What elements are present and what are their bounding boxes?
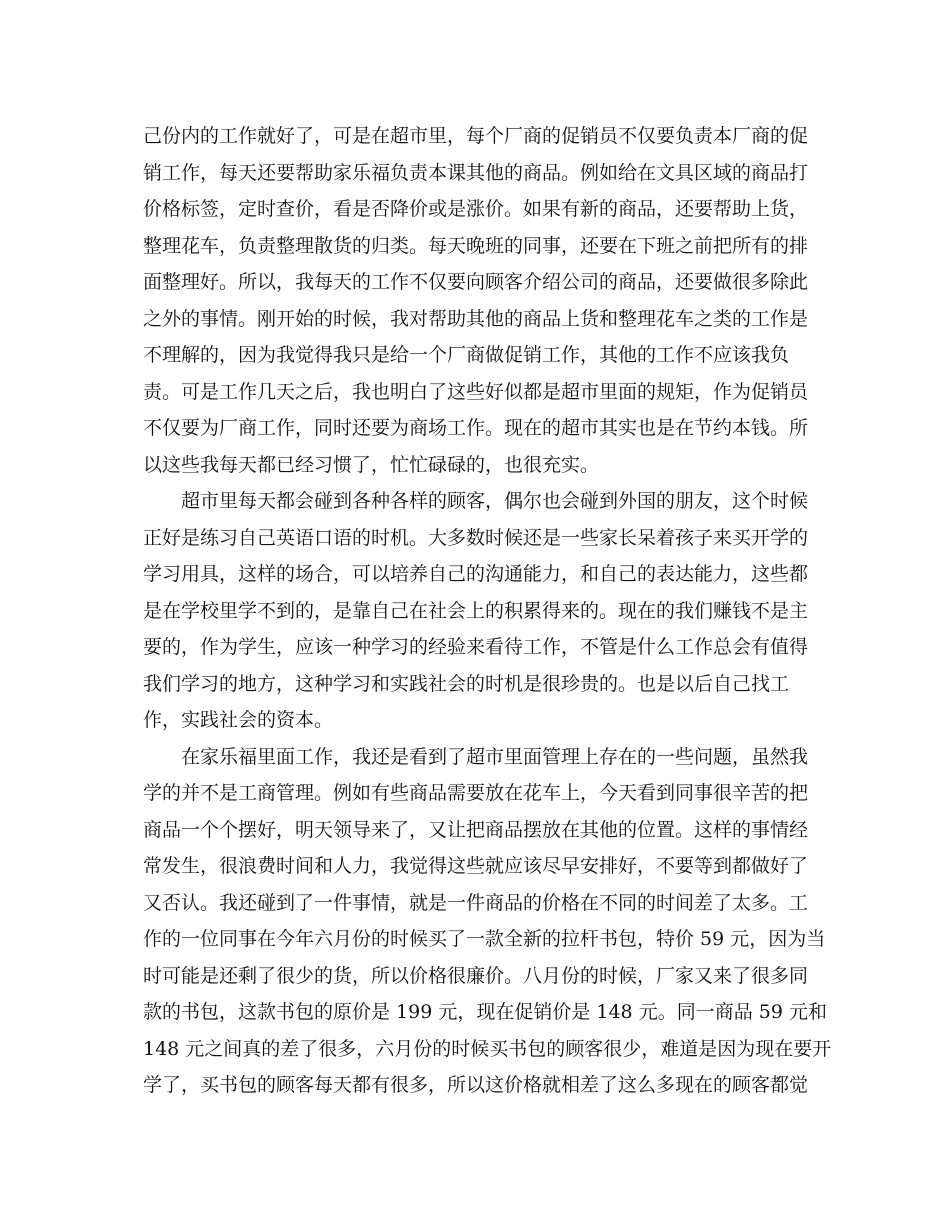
text-line: 以这些我每天都已经习惯了，忙忙碌碌的，也很充实。	[143, 453, 600, 476]
text-line: 我们学习的地方，这种学习和实践社会的时机是很珍贵的。也是以后自己找工	[143, 672, 790, 695]
text-line: 作，实践社会的资本。	[143, 709, 334, 731]
text-line: 价格标签，定时查价，看是否降价或是涨价。如果有新的商品，还要帮助上货，	[143, 198, 809, 220]
text-line: 面整理好。所以，我每天的工作不仅要向顾客介绍公司的商品，还要做很多除此	[143, 271, 809, 293]
text-line: 时可能是还剩了很少的货，所以价格很廉价。八月份的时候，厂家又来了很多同	[143, 964, 809, 987]
text-line: 学的并不是工商管理。例如有些商品需要放在花车上，今天看到同事很辛苦的把	[143, 782, 809, 804]
text-line: 是在学校里学不到的，是靠自己在社会上的积累得来的。现在的我们赚钱不是主	[143, 599, 809, 622]
paragraph	[143, 483, 813, 739]
paragraph	[143, 739, 832, 1104]
text-line: 商品一个个摆好，明天领导来了，又让把商品摆放在其他的位置。这样的事情经	[143, 818, 809, 841]
text-line: 作的一位同事在今年六月份的时候买了一款全新的拉杆书包，特价 59 元，因为当	[143, 928, 826, 950]
text-line: 148 元之间真的差了很多，六月份的时候买书包的顾客很少，难道是因为现在要开	[143, 1037, 832, 1060]
text-line: 又否认。我还碰到了一件事情，就是一件商品的价格在不同的时间差了太多。工	[143, 891, 809, 914]
text-line: 正好是练习自己英语口语的时机。大多数时候还是一些家长呆着孩子来买开学的	[143, 526, 809, 549]
text-line: 之外的事情。刚开始的时候，我对帮助其他的商品上货和整理花车之类的工作是	[143, 307, 809, 330]
text-line: 销工作，每天还要帮助家乐福负责本课其他的商品。例如给在文具区域的商品打	[143, 161, 809, 184]
text-line: 超市里每天都会碰到各种各样的顾客，偶尔也会碰到外国的朋友，这个时候	[181, 490, 809, 512]
text-line: 学习用具，这样的场合，可以培养自己的沟通能力，和自己的表达能力，这些都	[143, 563, 809, 585]
text-line: 在家乐福里面工作，我还是看到了超市里面管理上存在的一些问题，虽然我	[181, 745, 809, 768]
text-line: 要的，作为学生，应该一种学习的经验来看待工作，不管是什么工作总会有值得	[143, 636, 809, 658]
text-line: 不理解的，因为我觉得我只是给一个厂商做促销工作，其他的工作不应该我负	[143, 344, 790, 366]
text-line: 整理花车，负责整理散货的归类。每天晚班的同事，还要在下班之前把所有的排	[143, 234, 809, 257]
text-line: 学了，买书包的顾客每天都有很多，所以这价格就相差了这么多现在的顾客都觉	[143, 1074, 809, 1096]
text-line: 常发生，很浪费时间和人力，我觉得这些就应该尽早安排好，不要等到都做好了	[143, 855, 809, 877]
text-line: 责。可是工作几天之后，我也明白了这些好似都是超市里面的规矩，作为促销员	[143, 380, 809, 403]
document-body	[143, 118, 832, 1104]
text-line: 己份内的工作就好了，可是在超市里，每个厂商的促销员不仅要负责本厂商的促	[143, 125, 809, 147]
text-line: 不仅要为厂商工作，同时还要为商场工作。现在的超市其实也是在节约本钱。所	[143, 417, 809, 439]
text-line: 款的书包，这款书包的原价是 199 元，现在促销价是 148 元。同一商品 59 元和	[143, 1001, 827, 1023]
paragraph	[143, 118, 813, 483]
